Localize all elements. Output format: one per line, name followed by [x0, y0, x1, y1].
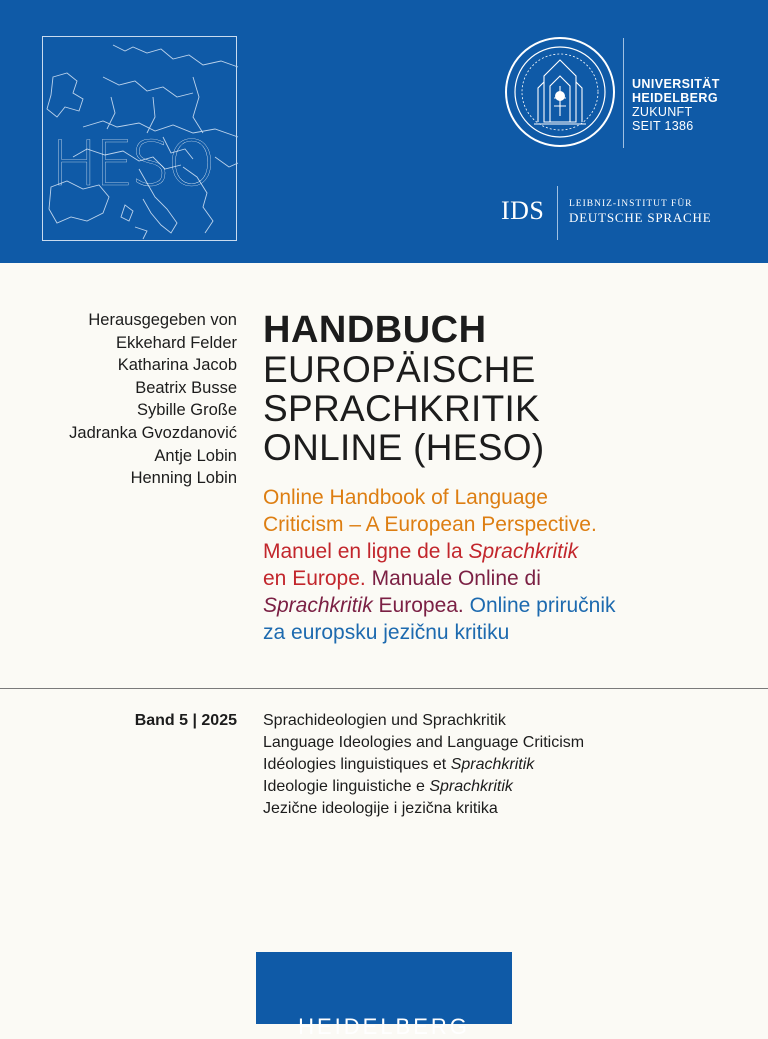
- subtitle-english-line-1: Online Handbook of Language: [263, 486, 548, 509]
- subtitle-croatian-line-2: za europsku jezičnu kritiku: [263, 621, 510, 644]
- divider-rule: [0, 688, 768, 689]
- editor-name: Beatrix Busse: [135, 378, 237, 397]
- editor-name: Sybille Große: [137, 401, 237, 420]
- editor-name: Ekkehard Felder: [115, 333, 237, 352]
- publisher-tab: [256, 952, 512, 1039]
- book-title: [263, 310, 544, 467]
- volume-title-fr-italic: Sprachkritik: [450, 756, 535, 773]
- ids-line-1: LEIBNIZ-INSTITUT FÜR: [569, 199, 693, 209]
- heso-logo: [42, 36, 237, 241]
- university-line-2: HEIDELBERG: [632, 91, 718, 105]
- volume-title-en: Language Ideologies and Language Criticism: [263, 734, 585, 751]
- volume-number: Band 5 | 2025: [134, 712, 237, 729]
- university-name: [632, 77, 720, 133]
- subtitle-mixed-line: [263, 565, 733, 592]
- volume-title-hr: Jezične ideologije i jezična kritika: [263, 800, 498, 817]
- subtitle-italian-line-1: Manuale Online di: [365, 567, 541, 590]
- title-line-1: HANDBUCH: [263, 309, 487, 351]
- volume-title-it-text: Ideologie linguistiche e: [263, 778, 430, 795]
- university-divider: [623, 38, 624, 148]
- subtitle-english-line-2: Criticism – A European Perspective.: [263, 513, 597, 536]
- ids-line-2: DEUTSCHE SPRACHE: [569, 210, 712, 225]
- header-band: [0, 0, 768, 263]
- editor-name: Henning Lobin: [130, 469, 237, 488]
- title-line-4: ONLINE (HESO): [263, 427, 545, 468]
- ids-logo: IDS: [501, 196, 545, 225]
- volume-title-it-italic: Sprachkritik: [429, 778, 513, 795]
- title-line-2: EUROPÄISCHE: [263, 349, 536, 390]
- publisher-label: HEIDELBERG: [298, 1014, 470, 1039]
- volume-title-fr-text: Idéologies linguistiques et: [263, 756, 451, 773]
- multilingual-subtitles: [263, 484, 733, 646]
- subtitle-mixed-line-2: [263, 592, 733, 619]
- volume-title-de: Sprachideologien und Sprachkritik: [263, 712, 506, 729]
- heso-wordmark: HESO: [51, 127, 213, 200]
- subtitle-croatian-line-1: Online priručnik: [463, 594, 616, 617]
- subtitle-french-line-1: [263, 538, 733, 565]
- volume-titles: [263, 710, 584, 820]
- subtitle-french-text: Manuel en ligne de la: [263, 540, 469, 563]
- subtitle-italian-italic: Sprachkritik: [263, 594, 373, 617]
- subtitle-italian-line-2: Europea.: [372, 594, 464, 617]
- university-seal-icon: [504, 36, 616, 148]
- ids-name: [569, 198, 711, 226]
- volume-title-fr: [263, 754, 584, 776]
- editor-name: Antje Lobin: [154, 446, 237, 465]
- ids-divider: [557, 186, 558, 240]
- university-line-3: ZUKUNFT: [632, 105, 693, 119]
- editors-list: [69, 309, 237, 490]
- editor-name: Jadranka Gvozdanović: [69, 423, 237, 442]
- subtitle-french-line-2: en Europe.: [263, 567, 366, 590]
- volume-title-it: [263, 776, 584, 798]
- editors-label: Herausgegeben von: [88, 311, 237, 329]
- university-line-1: UNIVERSITÄT: [632, 77, 720, 91]
- university-line-4: SEIT 1386: [632, 119, 694, 133]
- subtitle-french-italic: Sprachkritik: [468, 540, 579, 563]
- title-line-3: SPRACHKRITIK: [263, 388, 541, 429]
- editor-name: Katharina Jacob: [117, 356, 237, 375]
